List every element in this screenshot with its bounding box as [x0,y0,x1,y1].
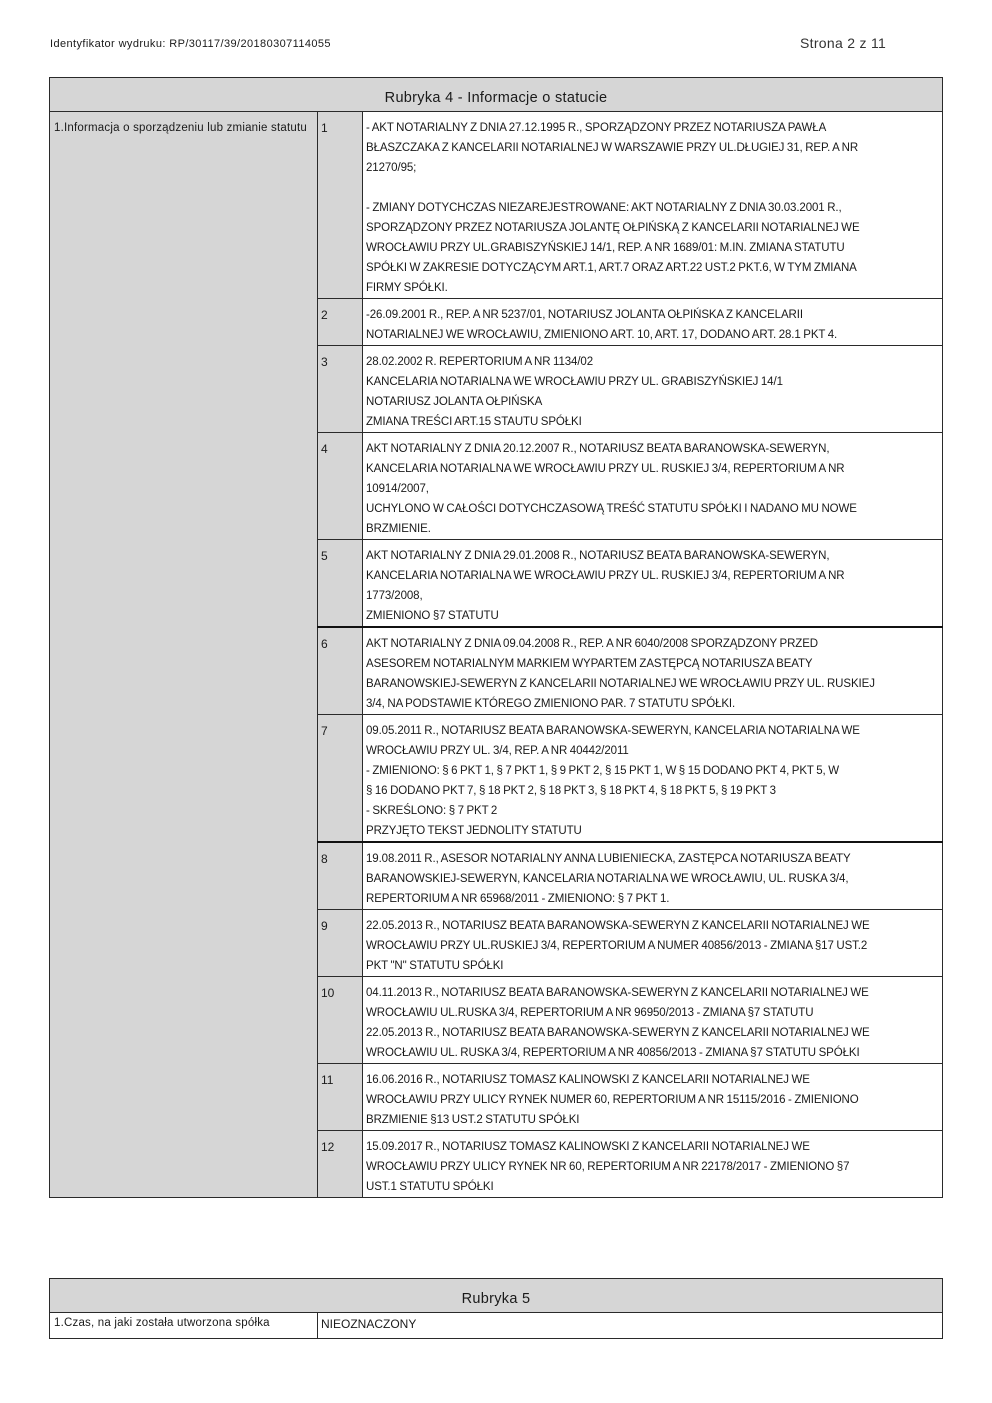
entry-line: WROCŁAWIU UL.RUSKA 3/4, REPERTORIUM A NR 96950/2013 - ZMIANA §7 STATUTU [366,1007,814,1019]
entry-line: REPERTORIUM A NR 65968/2011 - ZMIENIONO: § 7 PKT 1. [366,893,670,905]
entry-line: 10914/2007, [366,483,429,495]
section-4-title: Rubryka 4 - Informacje o statucie [50,78,943,112]
entry-text [363,715,943,843]
duration-label: 1.Czas, na jaki została utworzona spółka [50,1313,318,1339]
entry-line: 09.05.2011 R., NOTARIUSZ BEATA BARANOWSKA-SEWERYN, KANCELARIA NOTARIALNA WE [366,725,860,737]
entry-line: - ZMIANY DOTYCHCZAS NIEZAREJESTROWANE: AKT NOTARIALNY Z DNIA 30.03.2001 R., [366,202,842,214]
entry-line: 22.05.2013 R., NOTARIUSZ BEATA BARANOWSKA-SEWERYN Z KANCELARII NOTARIALNEJ WE [366,920,870,932]
entry-line: ZMIANA TREŚCI ART.15 STAUTU SPÓŁKI [366,416,582,428]
entry-text [363,112,943,299]
entry-text [363,346,943,433]
entry-line: - AKT NOTARIALNY Z DNIA 27.12.1995 R., SPORZĄDZONY PRZEZ NOTARIUSZA PAWŁA [366,122,827,134]
entry-number: 9 [318,910,363,977]
entry-line: 19.08.2011 R., ASESOR NOTARIALNY ANNA LUBIENIECKA, ZASTĘPCA NOTARIUSZA BEATY [366,853,851,865]
entry-paragraph [366,546,939,626]
entry-line: BRZMIENIE. [366,523,431,535]
entry-number: 5 [318,540,363,628]
entry-line: NOTARIALNEJ WE WROCŁAWIU, ZMIENIONO ART. 10, ART. 17, DODANO ART. 28.1 PKT 4. [366,329,838,341]
entry-line: § 16 DODANO PKT 7, § 18 PKT 2, § 18 PKT 3, § 18 PKT 4, § 18 PKT 5, § 19 PKT 3 [366,785,776,797]
entry-number: 8 [318,842,363,910]
entry-line: WROCŁAWIU PRZY UL.RUSKIEJ 3/4, REPERTORIUM A NUMER 40856/2013 - ZMIANA §17 UST.2 [366,940,868,952]
entry-text [363,433,943,540]
entry-number: 7 [318,715,363,843]
entry-line: 3/4, NA PODSTAWIE KTÓREGO ZMIENIONO PAR. 7 STATUTU SPÓŁKI. [366,698,736,710]
entry-line: FIRMY SPÓŁKI. [366,282,448,294]
section-5-table [49,1278,943,1339]
entry-paragraph [366,1137,939,1197]
entry-line: UST.1 STATUTU SPÓŁKI [366,1181,494,1193]
entry-text [363,1131,943,1198]
entry-line: 16.06.2016 R., NOTARIUSZ TOMASZ KALINOWSKI Z KANCELARII NOTARIALNEJ WE [366,1074,810,1086]
entry-line: 04.11.2013 R., NOTARIUSZ BEATA BARANOWSKA-SEWERYN Z KANCELARII NOTARIALNEJ WE [366,987,869,999]
entry-line: AKT NOTARIALNY Z DNIA 20.12.2007 R., NOTARIUSZ BEATA BARANOWSKA-SEWERYN, [366,443,830,455]
entry-line: BRZMIENIE §13 UST.2 STATUTU SPÓŁKI [366,1114,580,1126]
statute-info-label: 1.Informacja o sporządzeniu lub zmianie statutu [50,112,318,1198]
entry-line: - SKREŚLONO: § 7 PKT 2 [366,805,498,817]
entry-number: 12 [318,1131,363,1198]
entry-line: BŁASZCZAKA Z KANCELARII NOTARIALNEJ W WARSZAWIE PRZY UL.DŁUGIEJ 31, REP. A NR [366,142,859,154]
print-identifier: Identyfikator wydruku: RP/30117/39/20180307114055 [50,38,331,50]
entry-paragraph [366,634,939,714]
entry-line: AKT NOTARIALNY Z DNIA 29.01.2008 R., NOTARIUSZ BEATA BARANOWSKA-SEWERYN, [366,550,830,562]
entry-text [363,910,943,977]
entry-paragraph [366,305,939,345]
entry-number: 11 [318,1064,363,1131]
entry-paragraph [366,352,939,432]
entry-text [363,299,943,346]
entry-paragraph [366,439,939,539]
entry-line: 28.02.2002 R. REPERTORIUM A NR 1134/02 [366,356,594,368]
section-5-title: Rubryka 5 [50,1279,943,1313]
entry-line: WROCŁAWIU PRZY ULICY RYNEK NR 60, REPERTORIUM A NR 22178/2017 - ZMIENIONO §7 [366,1161,850,1173]
entry-text [363,977,943,1064]
entry-number: 1 [318,112,363,299]
entry-line: KANCELARIA NOTARIALNA WE WROCŁAWIU PRZY UL. RUSKIEJ 3/4, REPERTORIUM A NR [366,570,845,582]
entry-line: AKT NOTARIALNY Z DNIA 09.04.2008 R., REP. A NR 6040/2008 SPORZĄDZONY PRZED [366,638,818,650]
entry-line: 21270/95; [366,162,417,174]
entry-text [363,627,943,715]
entry-number: 3 [318,346,363,433]
entry-line: PRZYJĘTO TEKST JEDNOLITY STATUTU [366,825,582,837]
entry-paragraph [366,198,939,298]
entry-paragraph [366,721,939,841]
entry-line: NOTARIUSZ JOLANTA OŁPIŃSKA [366,396,543,408]
entry-paragraph [366,849,939,909]
entry-line: 15.09.2017 R., NOTARIUSZ TOMASZ KALINOWSKI Z KANCELARII NOTARIALNEJ WE [366,1141,810,1153]
entry-line: WROCŁAWIU PRZY ULICY RYNEK NUMER 60, REPERTORIUM A NR 15115/2016 - ZMIENIONO [366,1094,859,1106]
entry-number: 4 [318,433,363,540]
entry-line: KANCELARIA NOTARIALNA WE WROCŁAWIU PRZY UL. RUSKIEJ 3/4, REPERTORIUM A NR [366,463,845,475]
entry-line: 22.05.2013 R., NOTARIUSZ BEATA BARANOWSKA-SEWERYN Z KANCELARII NOTARIALNEJ WE [366,1027,870,1039]
entry-line: WROCŁAWIU PRZY UL. 3/4, REP. A NR 40442/2011 [366,745,629,757]
entry-line: SPORZĄDZONY PRZEZ NOTARIUSZA JOLANTĘ OŁPIŃSKĄ Z KANCELARII NOTARIALNEJ WE [366,222,860,234]
entry-line: -26.09.2001 R., REP. A NR 5237/01, NOTARIUSZ JOLANTA OŁPIŃSKA Z KANCELARII [366,309,803,321]
entry-line: UCHYLONO W CAŁOŚCI DOTYCHCZASOWĄ TREŚĆ STATUTU SPÓŁKI I NADANO MU NOWE [366,503,857,515]
entry-line: BARANOWSKIEJ-SEWERYN Z KANCELARII NOTARIALNEJ WE WROCŁAWIU PRZY UL. RUSKIEJ [366,678,875,690]
entry-number: 10 [318,977,363,1064]
entry-line: WROCŁAWIU UL. RUSKA 3/4, REPERTORIUM A NR 40856/2013 - ZMIANA §7 STATUTU SPÓŁKI [366,1047,860,1059]
entry-text [363,540,943,628]
statute-entry-row [50,112,943,299]
entry-paragraph [366,983,939,1063]
entry-paragraph [366,118,939,178]
entry-line: SPÓŁKI W ZAKRESIE DOTYCZĄCYM ART.1, ART.7 ORAZ ART.22 UST.2 PKT.6, W TYM ZMIANA [366,262,857,274]
section-4-table [49,77,943,1198]
entry-text [363,842,943,910]
entry-line: KANCELARIA NOTARIALNA WE WROCŁAWIU PRZY UL. GRABISZYŃSKIEJ 14/1 [366,376,783,388]
entry-line: PKT "N" STATUTU SPÓŁKI [366,960,504,972]
entry-line: BARANOWSKIEJ-SEWERYN, KANCELARIA NOTARIALNA WE WROCŁAWIU, UL. RUSKA 3/4, [366,873,849,885]
entry-line: 1773/2008, [366,590,423,602]
entry-line: ZMIENIONO §7 STATUTU [366,610,499,622]
entry-number: 6 [318,627,363,715]
page-number: Strona 2 z 11 [800,35,887,51]
entry-paragraph [366,916,939,976]
entry-paragraph [366,1070,939,1130]
entry-line: WROCŁAWIU PRZY UL.GRABISZYŃSKIEJ 14/1, REP. A NR 1689/01: M.IN. ZMIANA STATUTU [366,242,845,254]
entry-text [363,1064,943,1131]
entry-number: 2 [318,299,363,346]
entry-line: - ZMIENIONO: § 6 PKT 1, § 7 PKT 1, § 9 PKT 2, § 15 PKT 1, W § 15 DODANO PKT 4, PKT 5, W [366,765,839,777]
duration-value: NIEOZNACZONY [318,1313,943,1339]
entry-line: ASESOREM NOTARIALNYM MARKIEM WYPARTEM ZASTĘPCĄ NOTARIUSZA BEATY [366,658,813,670]
